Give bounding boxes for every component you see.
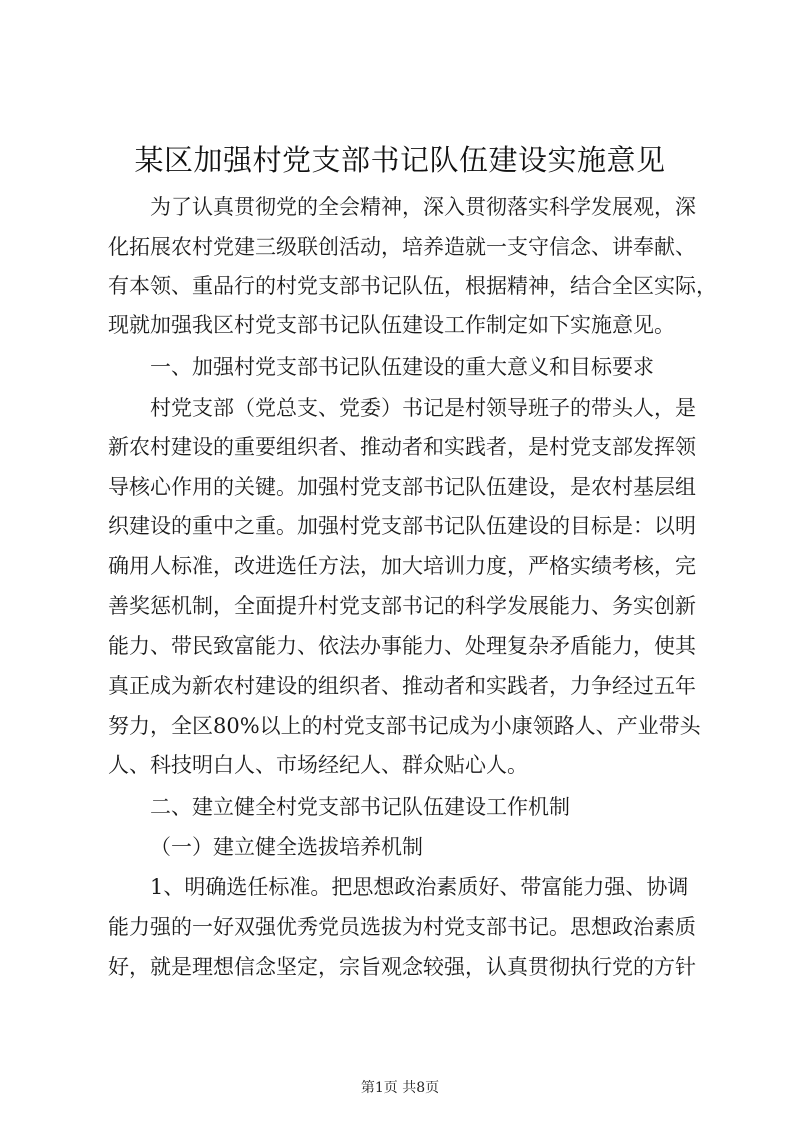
section-heading: 二、建立健全村党支部书记队伍建设工作机制: [150, 795, 570, 819]
page-footer: 第1页 共8页: [360, 1080, 440, 1096]
paragraph-line: 新农村建设的重要组织者、推动者和实践者，是村党支部发挥领: [108, 435, 696, 459]
paragraph-line: 化拓展农村党建三级联创活动，培养造就一支守信念、讲奉献、: [108, 235, 696, 259]
paragraph-line: 能力、带民致富能力、依法办事能力、处理复杂矛盾能力，使其: [108, 634, 696, 658]
paragraph-line: 能力强的一好双强优秀党员选拔为村党支部书记。思想政治素质: [108, 915, 696, 939]
subsection-heading: （一）建立健全选拔培养机制: [150, 835, 423, 859]
paragraph-line: 村党支部（党总支、党委）书记是村领导班子的带头人，是: [150, 396, 696, 420]
paragraph-line: 导核心作用的关键。加强村党支部书记队伍建设，是农村基层组: [108, 475, 696, 499]
paragraph-line: 有本领、重品行的村党支部书记队伍，根据精神，结合全区实际，: [108, 274, 717, 298]
paragraph-line: 1、明确选任标准。把思想政治素质好、带富能力强、协调: [150, 875, 689, 899]
paragraph-line: 善奖惩机制，全面提升村党支部书记的科学发展能力、务实创新: [108, 594, 696, 618]
paragraph-line: 努力，全区80%以上的村党支部书记成为小康领路人、产业带头: [108, 714, 701, 738]
paragraph-line: 真正成为新农村建设的组织者、推动者和实践者，力争经过五年: [108, 674, 696, 698]
paragraph-line: 确用人标准，改进选任方法，加大培训力度，严格实绩考核，完: [108, 554, 696, 578]
paragraph-line: 织建设的重中之重。加强村党支部书记队伍建设的目标是：以明: [108, 514, 696, 538]
paragraph-line: 为了认真贯彻党的全会精神，深入贯彻落实科学发展观，深: [150, 195, 696, 219]
document-title: 某区加强村党支部书记队伍建设实施意见: [134, 143, 666, 177]
paragraph-line: 人、科技明白人、市场经纪人、群众贴心人。: [108, 753, 528, 777]
paragraph-line: 好，就是理想信念坚定，宗旨观念较强，认真贯彻执行党的方针: [108, 955, 696, 979]
paragraph-line: 现就加强我区村党支部书记队伍建设工作制定如下实施意见。: [108, 313, 675, 337]
section-heading: 一、加强村党支部书记队伍建设的重大意义和目标要求: [150, 355, 654, 379]
